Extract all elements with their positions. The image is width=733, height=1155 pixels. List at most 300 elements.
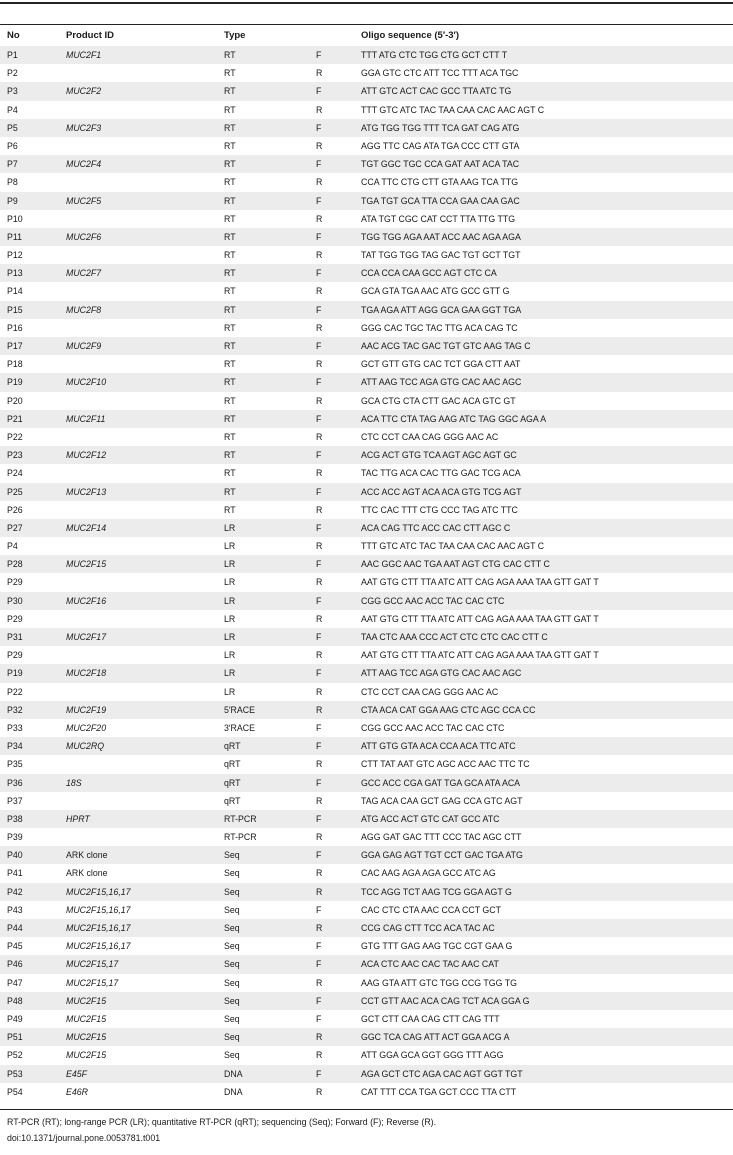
cell-no: P26: [7, 504, 23, 515]
cell-direction: R: [316, 1086, 323, 1097]
cell-product-id: MUC2F9: [66, 341, 102, 351]
table-row: [0, 192, 733, 210]
table-row: [0, 410, 733, 428]
cell-direction: R: [316, 1050, 323, 1061]
table-row: [0, 555, 733, 573]
cell-direction: F: [316, 959, 322, 970]
cell-product-id: 18S: [66, 777, 82, 788]
cell-direction: F: [316, 231, 322, 242]
cell-type: DNA: [224, 1068, 243, 1079]
cell-product-id: ARK clone: [66, 850, 108, 861]
cell-sequence: TTC CAC TTT CTG CCC TAG ATC TTC: [361, 504, 518, 515]
table-row: [0, 864, 733, 882]
table-row: [0, 464, 733, 482]
cell-sequence: AAC GGC AAC TGA AAT AGT CTG CAC CTT C: [361, 559, 550, 570]
cell-product-id: MUC2F15: [66, 1050, 107, 1061]
table-row: [0, 955, 733, 973]
cell-no: P38: [7, 813, 23, 824]
cell-no: P16: [7, 322, 23, 333]
cell-sequence: ATT AAG TCC AGA GTG CAC AAC AGC: [361, 377, 522, 388]
cell-sequence: TAG ACA CAA GCT GAG CCA GTC AGT: [361, 795, 523, 806]
cell-no: P5: [7, 122, 18, 133]
table-row: [0, 264, 733, 282]
cell-no: P31: [7, 632, 23, 642]
cell-type: Seq: [224, 1032, 240, 1043]
cell-sequence: ACG ACT GTG TCA AGT AGC AGT GC: [361, 450, 517, 461]
cell-no: P54: [7, 1086, 23, 1097]
cell-type: RT: [224, 341, 236, 351]
cell-no: P30: [7, 595, 23, 606]
cell-no: P17: [7, 341, 23, 351]
cell-direction: F: [316, 159, 322, 170]
cell-type: RT: [224, 195, 236, 206]
cell-product-id: MUC2F7: [66, 268, 102, 279]
cell-direction: F: [316, 304, 322, 315]
header-product-id: Product ID: [66, 30, 115, 41]
cell-sequence: ACA CTC AAC CAC TAC AAC CAT: [361, 959, 499, 970]
cell-sequence: GGA GAG AGT TGT CCT GAC TGA ATG: [361, 850, 523, 861]
cell-no: P29: [7, 577, 23, 588]
cell-no: P22: [7, 431, 23, 442]
table-row: [0, 101, 733, 119]
cell-type: RT: [224, 486, 236, 497]
cell-sequence: TCC AGG TCT AAG TCG GGA AGT G: [361, 886, 512, 897]
table-row: [0, 519, 733, 537]
cell-no: P52: [7, 1050, 23, 1061]
table-row: [0, 82, 733, 100]
cell-sequence: GCA GTA TGA AAC ATG GCC GTT G: [361, 286, 510, 297]
cell-type: RT: [224, 413, 236, 424]
table-row: [0, 428, 733, 446]
cell-no: P28: [7, 559, 23, 570]
table-row: [0, 919, 733, 937]
table-row: [0, 119, 733, 137]
table-row: [0, 828, 733, 846]
cell-no: P49: [7, 1013, 23, 1024]
cell-type: RT: [224, 177, 236, 188]
cell-sequence: ATT GGA GCA GGT GGG TTT AGG: [361, 1050, 504, 1061]
bottom-rule: [0, 1109, 733, 1110]
cell-direction: R: [316, 977, 323, 988]
cell-sequence: ACC ACC AGT ACA ACA GTG TCG AGT: [361, 486, 522, 497]
cell-product-id: HPRT: [66, 813, 90, 824]
table-row: [0, 64, 733, 82]
cell-product-id: MUC2F15: [66, 995, 107, 1006]
cell-type: RT: [224, 450, 236, 461]
table-row: [0, 901, 733, 919]
cell-direction: R: [316, 704, 323, 715]
cell-direction: R: [316, 868, 323, 879]
table-row: [0, 537, 733, 555]
cell-sequence: CGG GCC AAC ACC TAC CAC CTC: [361, 722, 505, 733]
cell-sequence: GCT CTT CAA CAG CTT CAG TTT: [361, 1013, 500, 1024]
table-row: [0, 628, 733, 646]
table-row: [0, 592, 733, 610]
cell-direction: R: [316, 886, 323, 897]
cell-sequence: AAT GTG CTT TTA ATC ATT CAG AGA AAA TAA GTT GAT T: [361, 613, 599, 624]
cell-type: RT: [224, 50, 236, 60]
cell-no: P32: [7, 704, 23, 715]
cell-product-id: MUC2F4: [66, 159, 102, 170]
cell-sequence: CTC CCT CAA CAG GGG AAC AC: [361, 431, 499, 442]
table-row: [0, 46, 733, 64]
cell-direction: F: [316, 850, 322, 861]
cell-no: P42: [7, 886, 23, 897]
cell-product-id: MUC2F15,16,17: [66, 923, 131, 933]
cell-direction: F: [316, 904, 322, 915]
cell-no: P35: [7, 759, 23, 770]
table-row: [0, 155, 733, 173]
cell-direction: R: [316, 468, 323, 479]
cell-product-id: MUC2F12: [66, 450, 107, 461]
cell-direction: R: [316, 795, 323, 806]
cell-no: P20: [7, 395, 23, 406]
cell-sequence: GGA GTC CTC ATT TCC TTT ACA TGC: [361, 68, 519, 79]
cell-product-id: MUC2F15: [66, 559, 107, 570]
table-row: [0, 573, 733, 591]
cell-no: P48: [7, 995, 23, 1006]
table-row: [0, 228, 733, 246]
cell-product-id: MUC2F15,16,17: [66, 904, 131, 915]
cell-sequence: TAA CTC AAA CCC ACT CTC CTC CAC CTT C: [361, 632, 548, 642]
doi-text: doi:10.1371/journal.pone.0053781.t001: [7, 1133, 161, 1143]
cell-product-id: MUC2F10: [66, 377, 107, 388]
cell-no: P9: [7, 195, 18, 206]
cell-direction: F: [316, 377, 322, 388]
cell-sequence: TGA AGA ATT AGG GCA GAA GGT TGA: [361, 304, 522, 315]
cell-direction: R: [316, 1032, 323, 1043]
cell-type: RT-PCR: [224, 832, 257, 843]
cell-direction: F: [316, 341, 322, 351]
cell-sequence: TGA TGT GCA TTA CCA GAA CAA GAC: [361, 195, 520, 206]
cell-type: LR: [224, 668, 236, 679]
cell-no: P27: [7, 522, 23, 533]
cell-sequence: GGC TCA CAG ATT ACT GGA ACG A: [361, 1032, 510, 1043]
cell-type: RT: [224, 68, 236, 79]
cell-direction: F: [316, 195, 322, 206]
cell-direction: F: [316, 813, 322, 824]
cell-type: Seq: [224, 923, 240, 933]
cell-sequence: GCA CTG CTA CTT GAC ACA GTC GT: [361, 395, 516, 406]
cell-no: P39: [7, 832, 23, 843]
cell-direction: F: [316, 268, 322, 279]
cell-type: LR: [224, 541, 236, 552]
cell-no: P4: [7, 541, 18, 552]
cell-no: P43: [7, 904, 23, 915]
table-row: [0, 337, 733, 355]
cell-sequence: AAG GTA ATT GTC TGG CCG TGG TG: [361, 977, 517, 988]
cell-direction: R: [316, 68, 323, 79]
cell-sequence: AGG GAT GAC TTT CCC TAC AGC CTT: [361, 832, 522, 843]
cell-no: P13: [7, 268, 23, 279]
cell-type: Seq: [224, 904, 240, 915]
cell-product-id: E46R: [66, 1086, 89, 1097]
cell-direction: R: [316, 431, 323, 442]
cell-direction: R: [316, 759, 323, 770]
table-row: [0, 883, 733, 901]
cell-direction: F: [316, 86, 322, 97]
table-row: [0, 301, 733, 319]
table-row: [0, 755, 733, 773]
cell-sequence: CTT TAT AAT GTC AGC ACC AAC TTC TC: [361, 759, 530, 770]
cell-direction: R: [316, 213, 323, 224]
table-row: [0, 774, 733, 792]
cell-no: P29: [7, 650, 23, 661]
cell-no: P24: [7, 468, 23, 479]
cell-direction: F: [316, 486, 322, 497]
cell-type: RT: [224, 213, 236, 224]
cell-no: P40: [7, 850, 23, 861]
cell-no: P19: [7, 377, 23, 388]
cell-product-id: MUC2F11: [66, 413, 106, 424]
cell-sequence: CAC AAG AGA AGA GCC ATC AG: [361, 868, 496, 879]
cell-direction: F: [316, 941, 322, 952]
cell-sequence: CTA ACA CAT GGA AAG CTC AGC CCA CC: [361, 704, 536, 715]
cell-direction: R: [316, 250, 323, 261]
cell-direction: R: [316, 577, 323, 588]
table-row: [0, 355, 733, 373]
table-row: [0, 392, 733, 410]
cell-direction: F: [316, 995, 322, 1006]
cell-type: RT: [224, 431, 236, 442]
cell-no: P47: [7, 977, 23, 988]
cell-sequence: CAC CTC CTA AAC CCA CCT GCT: [361, 904, 501, 915]
cell-no: P45: [7, 941, 23, 952]
cell-no: P18: [7, 359, 23, 370]
cell-type: RT: [224, 159, 236, 170]
table-row: [0, 1010, 733, 1028]
cell-type: Seq: [224, 1013, 240, 1024]
cell-sequence: GGG CAC TGC TAC TTG ACA CAG TC: [361, 322, 518, 333]
cell-direction: R: [316, 832, 323, 843]
cell-no: P19: [7, 668, 23, 679]
cell-sequence: ATT GTC ACT CAC GCC TTA ATC TG: [361, 86, 512, 97]
cell-product-id: MUC2F15,16,17: [66, 886, 131, 897]
table-row: [0, 992, 733, 1010]
cell-type: 5′RACE: [224, 704, 255, 715]
cell-type: LR: [224, 650, 236, 661]
cell-sequence: TGG TGG AGA AAT ACC AAC AGA AGA: [361, 231, 521, 242]
cell-type: LR: [224, 595, 236, 606]
cell-sequence: CCA CCA CAA GCC AGT CTC CA: [361, 268, 497, 279]
cell-no: P7: [7, 159, 18, 170]
cell-sequence: ATA TGT CGC CAT CCT TTA TTG TTG: [361, 213, 516, 224]
cell-no: P12: [7, 250, 23, 261]
cell-no: P46: [7, 959, 23, 970]
table-footnote: RT-PCR (RT); long-range PCR (LR); quantitative RT-PCR (qRT); sequencing (Seq); Forward (F); Reverse (R).: [7, 1117, 437, 1127]
cell-sequence: CCG CAG CTT TCC ACA TAC AC: [361, 923, 495, 933]
cell-no: P22: [7, 686, 23, 697]
table-row: [0, 210, 733, 228]
cell-sequence: TAT TGG TGG TAG GAC TGT GCT TGT: [361, 250, 521, 261]
cell-type: Seq: [224, 868, 240, 879]
cell-no: P34: [7, 741, 23, 752]
cell-direction: R: [316, 541, 323, 552]
header-no: No: [7, 30, 20, 41]
cell-direction: R: [316, 686, 323, 697]
table-row: [0, 937, 733, 955]
cell-type: RT: [224, 322, 236, 333]
cell-type: RT: [224, 377, 236, 388]
cell-sequence: ATG ACC ACT GTC CAT GCC ATC: [361, 813, 500, 824]
cell-product-id: MUC2F6: [66, 231, 102, 242]
cell-type: DNA: [224, 1086, 243, 1097]
cell-type: RT: [224, 504, 236, 515]
cell-product-id: MUC2F1: [66, 50, 102, 60]
table-row: [0, 683, 733, 701]
cell-product-id: MUC2F16: [66, 595, 107, 606]
table-row: [0, 246, 733, 264]
cell-type: RT: [224, 250, 236, 261]
header-sequence: Oligo sequence (5′-3′): [361, 30, 459, 41]
cell-sequence: GCT GTT GTG CAC TCT GGA CTT AAT: [361, 359, 521, 370]
table-row: [0, 792, 733, 810]
cell-product-id: E45F: [66, 1068, 88, 1079]
cell-product-id: MUC2F20: [66, 722, 107, 733]
cell-sequence: TAC TTG ACA CAC TTG GAC TCG ACA: [361, 468, 521, 479]
cell-type: qRT: [224, 777, 241, 788]
cell-type: RT: [224, 359, 236, 370]
table-row: [0, 719, 733, 737]
table-row: [0, 664, 733, 682]
cell-no: P44: [7, 923, 23, 933]
cell-sequence: GTG TTT GAG AAG TGC CGT GAA G: [361, 941, 513, 952]
cell-product-id: MUC2F15: [66, 1032, 107, 1043]
cell-type: Seq: [224, 959, 240, 970]
table-row: [0, 1028, 733, 1046]
table-row: [0, 137, 733, 155]
cell-no: P15: [7, 304, 23, 315]
cell-no: P21: [7, 413, 23, 424]
cell-type: LR: [224, 686, 236, 697]
cell-sequence: ATG TGG TGG TTT TCA GAT CAG ATG: [361, 122, 520, 133]
table-row: [0, 282, 733, 300]
cell-direction: R: [316, 322, 323, 333]
cell-no: P11: [7, 231, 22, 242]
cell-type: Seq: [224, 886, 240, 897]
cell-no: P8: [7, 177, 18, 188]
cell-direction: R: [316, 923, 323, 933]
cell-direction: F: [316, 122, 322, 133]
cell-product-id: MUC2F2: [66, 86, 102, 97]
cell-type: RT: [224, 395, 236, 406]
table-header: [0, 26, 733, 46]
cell-no: P14: [7, 286, 23, 297]
table-row: [0, 1083, 733, 1101]
top-rule: [0, 2, 733, 4]
cell-direction: F: [316, 413, 322, 424]
cell-type: qRT: [224, 741, 241, 752]
cell-direction: R: [316, 504, 323, 515]
table-row: [0, 483, 733, 501]
cell-no: P41: [7, 868, 23, 879]
cell-product-id: MUC2F17: [66, 632, 107, 642]
cell-no: P33: [7, 722, 23, 733]
cell-type: Seq: [224, 977, 240, 988]
cell-type: RT: [224, 231, 236, 242]
cell-direction: F: [316, 668, 322, 679]
cell-sequence: TTT ATG CTC TGG CTG GCT CTT T: [361, 50, 508, 60]
table-row: [0, 173, 733, 191]
table-row: [0, 737, 733, 755]
cell-direction: F: [316, 741, 322, 752]
cell-product-id: MUC2F15,16,17: [66, 941, 131, 952]
cell-no: P51: [7, 1032, 23, 1043]
cell-sequence: ACA TTC CTA TAG AAG ATC TAG GGC AGA A: [361, 413, 547, 424]
cell-sequence: AAT GTG CTT TTA ATC ATT CAG AGA AAA TAA GTT GAT T: [361, 577, 599, 588]
cell-no: P37: [7, 795, 23, 806]
cell-direction: F: [316, 1068, 322, 1079]
cell-direction: R: [316, 104, 323, 115]
cell-sequence: TTT GTC ATC TAC TAA CAA CAC AAC AGT C: [361, 541, 545, 552]
table-row: [0, 501, 733, 519]
cell-type: RT: [224, 268, 236, 279]
cell-no: P25: [7, 486, 23, 497]
cell-type: LR: [224, 613, 236, 624]
cell-product-id: MUC2F15,17: [66, 977, 119, 988]
cell-sequence: AGG TTC CAG ATA TGA CCC CTT GTA: [361, 140, 520, 151]
cell-product-id: MUC2F13: [66, 486, 107, 497]
cell-type: RT: [224, 86, 236, 97]
cell-type: Seq: [224, 850, 240, 861]
cell-direction: F: [316, 522, 322, 533]
cell-direction: F: [316, 1013, 322, 1024]
cell-sequence: AAT GTG CTT TTA ATC ATT CAG AGA AAA TAA GTT GAT T: [361, 650, 599, 661]
cell-type: RT: [224, 104, 236, 115]
table-row: [0, 446, 733, 464]
cell-sequence: CTC CCT CAA CAG GGG AAC AC: [361, 686, 499, 697]
cell-no: P10: [7, 213, 23, 224]
cell-no: P29: [7, 613, 23, 624]
cell-product-id: MUC2F15,17: [66, 959, 119, 970]
cell-product-id: MUC2F3: [66, 122, 102, 133]
cell-type: RT: [224, 468, 236, 479]
cell-sequence: AAC ACG TAC GAC TGT GTC AAG TAG C: [361, 341, 531, 351]
cell-no: P53: [7, 1068, 23, 1079]
cell-type: Seq: [224, 995, 240, 1006]
cell-sequence: CAT TTT CCA TGA GCT CCC TTA CTT: [361, 1086, 517, 1097]
cell-type: RT: [224, 286, 236, 297]
cell-sequence: TGT GGC TGC CCA GAT AAT ACA TAC: [361, 159, 520, 170]
cell-sequence: ACA CAG TTC ACC CAC CTT AGC C: [361, 522, 511, 533]
cell-sequence: CGG GCC AAC ACC TAC CAC CTC: [361, 595, 505, 606]
cell-no: P36: [7, 777, 23, 788]
cell-product-id: MUC2F14: [66, 522, 107, 533]
cell-type: LR: [224, 632, 236, 642]
cell-no: P2: [7, 68, 18, 79]
cell-no: P1: [7, 50, 18, 60]
cell-type: Seq: [224, 1050, 240, 1061]
cell-direction: R: [316, 395, 323, 406]
cell-product-id: MUC2F18: [66, 668, 107, 679]
cell-direction: F: [316, 50, 322, 60]
cell-type: RT: [224, 140, 236, 151]
cell-direction: R: [316, 613, 323, 624]
table-row: [0, 1065, 733, 1083]
cell-product-id: MUC2F19: [66, 704, 107, 715]
table-row: [0, 646, 733, 664]
table-row: [0, 701, 733, 719]
cell-no: P4: [7, 104, 18, 115]
cell-type: LR: [224, 522, 236, 533]
cell-product-id: MUC2F5: [66, 195, 102, 206]
cell-direction: F: [316, 450, 322, 461]
cell-direction: R: [316, 140, 323, 151]
cell-sequence: GCC ACC CGA GAT TGA GCA ATA ACA: [361, 777, 521, 788]
cell-sequence: CCT GTT AAC ACA CAG TCT ACA GGA G: [361, 995, 530, 1006]
cell-direction: R: [316, 650, 323, 661]
cell-sequence: CCA TTC CTG CTT GTA AAG TCA TTG: [361, 177, 519, 188]
